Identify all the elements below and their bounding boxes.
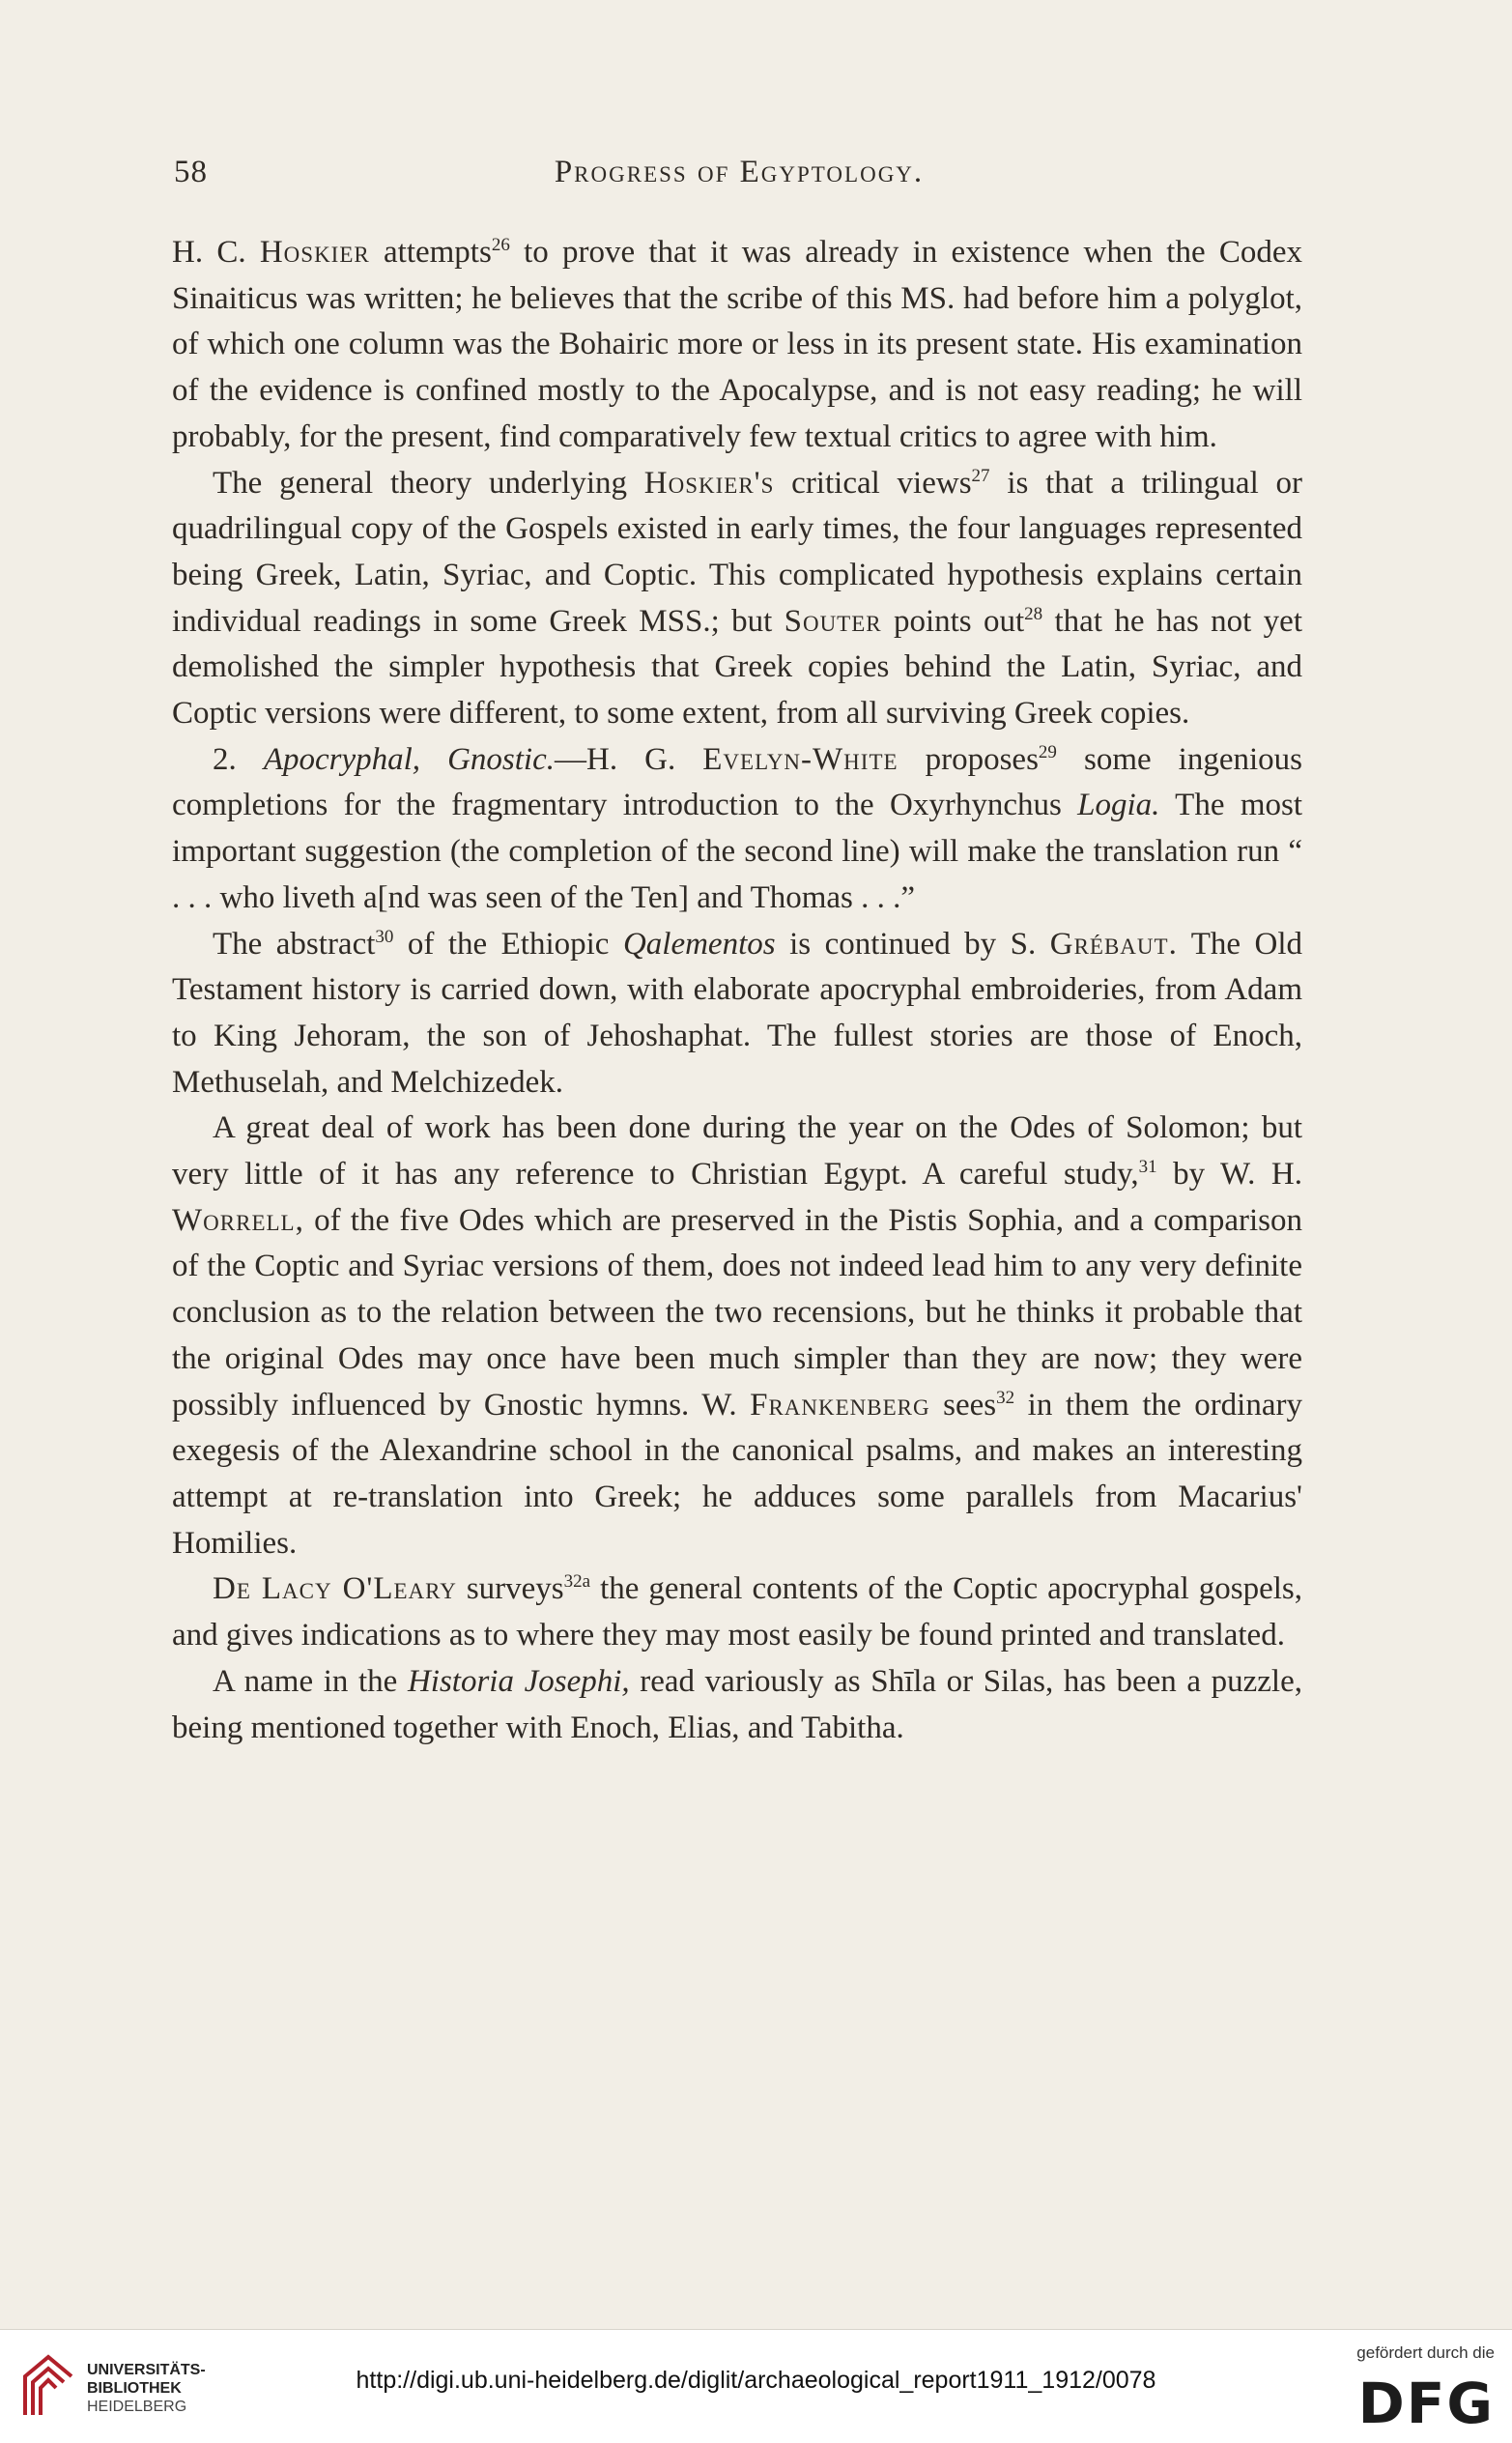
source-url-link[interactable]: http://digi.ub.uni-heidelberg.de/diglit/archaeological_report1911_1912/0078 bbox=[356, 2367, 1156, 2394]
paragraph: The general theory underlying Hoskier's critical views$^{27}$ is that a trilingual or quadrilingual copy of the Gospels existed in early times, the four languages represented being Greek, Latin, Syriac, and Coptic. This complicated hypothesis explains certain individual readings in some Greek MSS.; but Souter points out$^{28}$ that he has not yet demolished the simpler hypothesis that Greek copies behind the Latin, Syriac, and Coptic versions were different, to some extent, from all surviving Greek copies. bbox=[172, 465, 1303, 732]
body-text bbox=[172, 230, 1302, 1751]
page-header bbox=[174, 155, 1304, 203]
paragraph: The abstract$^{30}$ of the Ethiopic Qalementos is continued by S. Grébaut. The Old Testament history is carried down, with elaborate apocryphal embroideries, from Adam to King Jehoram, the son of Jehoshaphat. The fullest stories are those of Enoch, Methuselah, and Melchizedek. bbox=[172, 926, 1302, 1100]
paragraph: A great deal of work has been done during the year on the Odes of Solomon; but very little of it has any reference to Christian Egypt. A careful study,$^{31}$ by W. H. Worrell, of the five Odes which are preserved in the Pistis Sophia, and a comparison of the Coptic and Syriac versions of them, does not indeed lead him to any very definite conclusion as to the relation between the two recensions, but he thinks it probable that the original Odes may once have been much simpler than they are now; they were possibly influenced by Gnostic hymns. W. Frankenberg sees$^{32}$ in them the ordinary exegesis of the Alexandrine school in the canonical psalms, and makes an interesting attempt at re-translation into Greek; he adduces some parallels from Macarius' Homilies. bbox=[172, 1110, 1302, 1561]
paragraph: De Lacy O'Leary surveys$^{32a}$ the general contents of the Coptic apocryphal gospels, and gives indications as to where they may most easily be found printed and translated. bbox=[172, 1571, 1302, 1653]
dfg-logo: DFG bbox=[1357, 2371, 1495, 2436]
library-name-line1: UNIVERSITÄTS- bbox=[87, 2362, 206, 2378]
paragraph: 2. Apocryphal, Gnostic.—H. G. Evelyn-White proposes$^{29}$ some ingenious completions for the fragmentary introduction to the Oxyrhynchus Logia. The most important suggestion (the completion of the second line) will make the translation run “ . . . who liveth a[nd was seen of the Ten] and Thomas . . .” bbox=[172, 741, 1303, 915]
running-title: Progress of Egyptology. bbox=[554, 155, 925, 189]
library-name-line2: BIBLIOTHEK bbox=[87, 2380, 182, 2397]
page-number: 58 bbox=[174, 155, 208, 189]
paragraph: H. C. Hoskier attempts$^{26}$ to prove that it was already in existence when the Codex Sinaiticus was written; he believes that the scribe of this MS. had before him a polyglot, of which one column was the Bohairic more or less in its present state. His examination of the evidence is confined mostly to the Apocalypse, and is not easy reading; he will probably, for the present, find comparatively few textual critics to agree with him. bbox=[172, 235, 1302, 454]
funded-by-label: gefördert durch die bbox=[1356, 2343, 1495, 2362]
library-name-line3: HEIDELBERG bbox=[87, 2399, 187, 2415]
paragraph: A name in the Historia Josephi, read variously as Shīla or Silas, has been a puzzle, being mentioned together with Enoch, Elias, and Tabitha. bbox=[172, 1663, 1302, 1745]
digitization-footer bbox=[0, 2329, 1512, 2443]
